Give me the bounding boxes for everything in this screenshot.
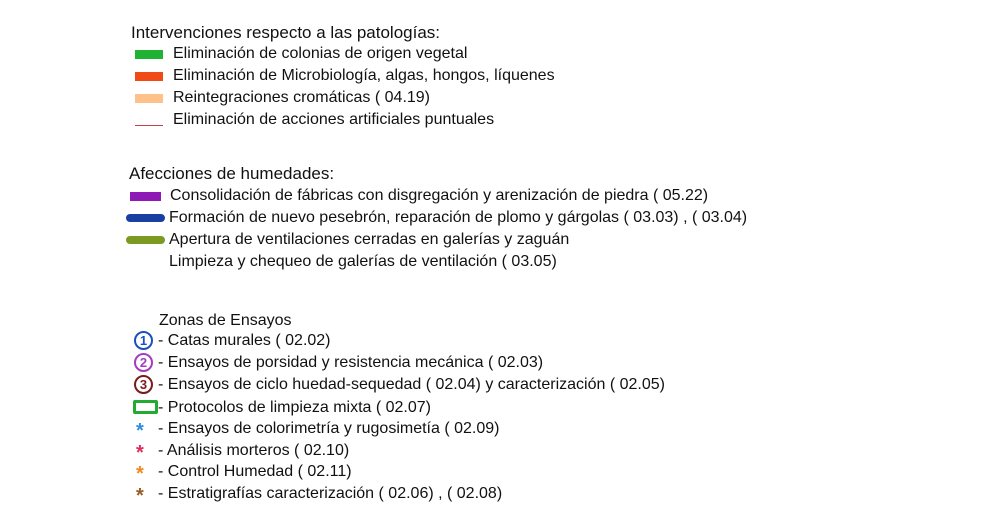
patologias-title: Intervenciones respecto a las patologías:	[131, 23, 441, 42]
legend-item-pesebron	[126, 208, 846, 228]
legend-label: Eliminación de colonias de origen vegetal	[173, 45, 468, 62]
legend-item-colonias-vegetal	[135, 44, 655, 64]
ensayo-item-ciclo	[134, 375, 774, 395]
brown-asterisk-icon: *	[136, 485, 144, 507]
thin-red-line-swatch	[135, 125, 163, 126]
blue-line-swatch	[126, 214, 165, 222]
ensayo-label: - Protocolos de limpieza mixta ( 02.07)	[158, 399, 431, 416]
legend-label: Reintegraciones cromáticas ( 04.19)	[173, 89, 431, 106]
olive-line-swatch	[126, 236, 165, 244]
number-1-circle-icon: 1	[134, 331, 153, 350]
orange-asterisk-icon: *	[136, 463, 144, 485]
legend-item-galerias	[169, 252, 769, 272]
legend-label: Consolidación de fábricas con disgregación y arenización de piedra ( 05.22)	[170, 187, 709, 204]
ensayo-item-limpieza	[133, 398, 733, 418]
blue-asterisk-icon: *	[136, 420, 144, 442]
ensayo-label: - Ensayos de ciclo huedad-sequedad ( 02.04) y caracterización ( 02.05)	[158, 376, 665, 393]
ensayo-label: - Control Humedad ( 02.11)	[158, 463, 352, 480]
ensayo-label: - Ensayos de porsidad y resistencia mecánica ( 02.03)	[158, 354, 544, 371]
ensayo-label: - Estratigrafías caracterización ( 02.06) , ( 02.08)	[158, 485, 503, 502]
ensayo-item-morteros	[136, 441, 736, 464]
orange-red-swatch	[135, 72, 163, 81]
ensayo-item-porosidad	[134, 353, 734, 373]
legend-item-reintegraciones	[135, 88, 655, 108]
legend-label: Eliminación de Microbiología, algas, hongos, líquenes	[173, 67, 555, 84]
ensayo-item-estratigrafias	[136, 484, 736, 507]
legend-item-ventilaciones	[126, 230, 846, 250]
purple-swatch	[130, 192, 161, 201]
ensayo-label: - Análisis morteros ( 02.10)	[158, 442, 350, 459]
legend-label: Apertura de ventilaciones cerradas en galerías y zaguán	[169, 231, 570, 248]
legend-label: Formación de nuevo pesebrón, reparación de plomo y gárgolas ( 03.03) , ( 03.04)	[169, 209, 748, 226]
peach-swatch	[135, 94, 163, 103]
ensayo-item-catas	[134, 331, 734, 351]
green-swatch	[135, 50, 163, 59]
legend-label: Eliminación de acciones artificiales puntuales	[173, 111, 495, 128]
legend-item-microbiologia	[135, 66, 655, 86]
number-2-circle-icon: 2	[134, 353, 153, 372]
ensayos-title: Zonas de Ensayos	[159, 312, 292, 329]
humedades-title: Afecciones de humedades:	[129, 164, 335, 183]
legend-item-acciones-artificiales	[135, 110, 655, 130]
ensayo-label: - Catas murales ( 02.02)	[158, 332, 331, 349]
ensayo-item-colorimetria	[136, 419, 736, 442]
ensayo-item-humedad	[136, 462, 736, 485]
pink-asterisk-icon: *	[136, 442, 144, 464]
ensayo-label: - Ensayos de colorimetría y rugosimetía ( 02.09)	[158, 420, 500, 437]
legend-label: Limpieza y chequeo de galerías de ventilación ( 03.05)	[169, 253, 557, 270]
legend-item-consolidacion	[130, 186, 830, 206]
number-3-circle-icon: 3	[134, 375, 153, 394]
green-rectangle-icon	[133, 400, 158, 414]
